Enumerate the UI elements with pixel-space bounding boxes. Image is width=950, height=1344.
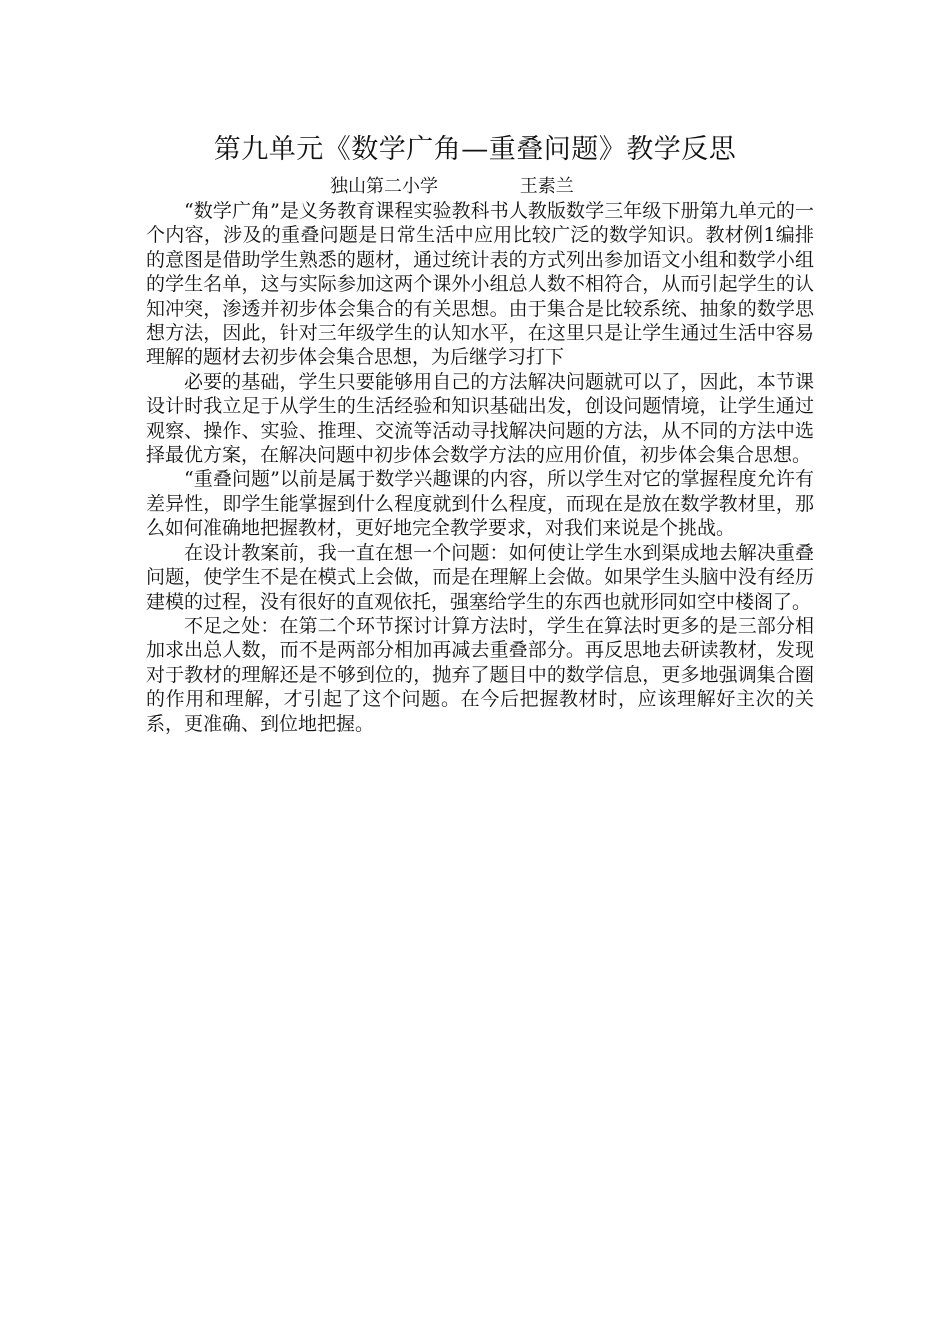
byline — [330, 174, 574, 200]
document-title: 第九单元《数学广角—重叠问题》教学反思 — [213, 134, 737, 165]
document-body — [146, 199, 814, 736]
paragraph: 不足之处：在第二个环节探讨计算方法时，学生在算法时更多的是三部分相加求出总人数，而不是两部分相加再减去重叠部分。再反思地去研读教材，发现对于教材的理解还是不够到位的，抛弃了题目中的数学信息，更多地强调集合圈的作用和理解，才引起了这个问题。在今后把握教材时，应该理解好主次的关系，更准确、到位地把握。 — [146, 614, 814, 735]
paragraph: “重叠问题”以前是属于数学兴趣课的内容，所以学生对它的掌握程度允许有差异性，即学生能掌握到什么程度就到什么程度，而现在是放在数学教材里，那么如何准确地把握教材，更好地完全教学要求，对我们来说是个挑战。 — [146, 468, 814, 540]
author-name: 王素兰 — [519, 176, 574, 197]
paragraph: 在设计教案前，我一直在想一个问题：如何使让学生水到渠成地去解决重叠问题，使学生不是在模式上会做，而是在理解上会做。如果学生头脑中没有经历建模的过程，没有很好的直观依托，强塞给学生的东西也就形同如空中楼阁了。 — [146, 541, 814, 613]
paragraph: 必要的基础，学生只要能够用自己的方法解决问题就可以了，因此，本节课设计时我立足于从学生的生活经验和知识基础出发，创设问题情境，让学生通过观察、操作、实验、推理、交流等活动寻找解决问题的方法，从不同的方法中选择最优方案，在解决问题中初步体会数学方法的应用价值，初步体会集合思想。 — [146, 370, 814, 467]
school-name: 独山第二小学 — [330, 176, 438, 197]
paragraph: “数学广角”是义务教育课程实验教科书人教版数学三年级下册第九单元的一个内容，涉及的重叠问题是日常生活中应用比较广泛的数学知识。教材例1编排的意图是借助学生熟悉的题材，通过统计表的方式列出参加语文小组和数学小组的学生名单，这与实际参加这两个课外小组总人数不相符合，从而引起学生的认知冲突，渗透并初步体会集合的有关思想。由于集合是比较系统、抽象的数学思想方法，因此，针对三年级学生的认知水平，在这里只是让学生通过生活中容易理解的题材去初步体会集合思想，为后继学习打下 — [146, 200, 814, 369]
